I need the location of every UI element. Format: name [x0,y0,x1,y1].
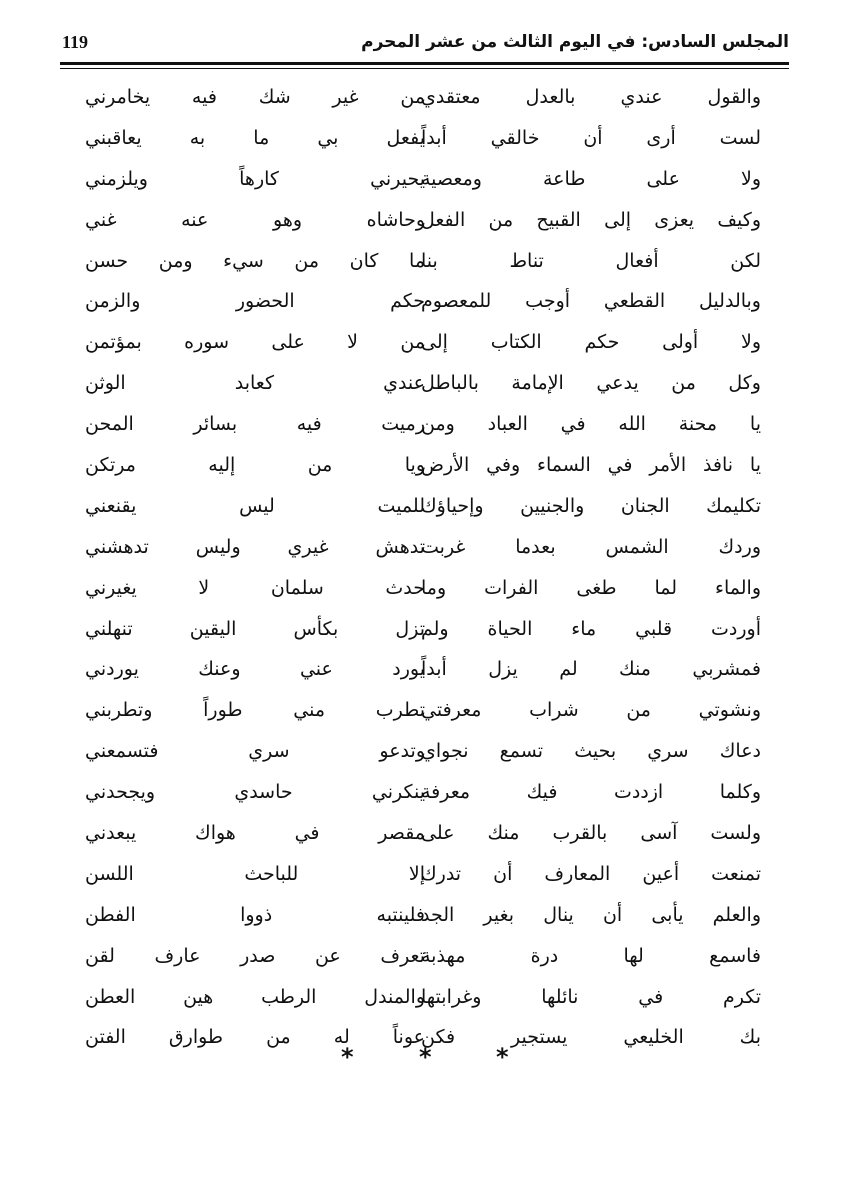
verse-second-hemistich: وحاشاه وهو عنه غني [85,208,425,231]
verse-first-hemistich: وبالدليل القطعي أوجب للمعصوم [421,290,761,313]
verse-first-hemistich: أوردت قلبي ماء الحياة ولم [421,617,761,640]
verse-second-hemistich: ويا من إليه مرتكن [85,454,425,477]
verse-second-hemistich: تدهش غيري وليس تدهشني [85,535,425,558]
verse-first-hemistich: بك الخليعي يستجير فكن [421,1026,761,1049]
poem-left-column [85,77,425,1058]
verse-first-hemistich: دعاك سري بحيث تسمع نجواي [421,740,761,763]
verse-second-hemistich: إلا للباحث اللسن [85,862,425,885]
page-number: 119 [62,32,89,52]
separator-star: * [496,1043,509,1071]
verse-second-hemistich: حكم الحضور والزمن [85,290,425,313]
verse-first-hemistich: فاسمع لها درة مهذبة [421,944,761,967]
verse-first-hemistich: لكن أفعال تناط بنا [421,249,761,272]
verse-first-hemistich: والعلم يأبى أن ينال بغير الجد [421,903,761,926]
verse-second-hemistich: تطرب مني طوراً وتطربني [85,699,425,722]
verse-second-hemistich: عوناً له من طوارق الفتن [85,1026,425,1049]
separator-star: * [341,1043,354,1071]
verse-first-hemistich: وكلما ازددت فيك معرفة [421,781,761,804]
verse-second-hemistich: للميت ليس يقنعني [85,494,425,517]
verse-first-hemistich: لست أرى أن خالقي أبداً [421,126,761,149]
verse-first-hemistich: يا محنة الله في العباد ومن [421,413,761,436]
verse-first-hemistich: تكرم في نائلها وغرابتها [421,985,761,1008]
verse-first-hemistich: تمنعت أعين المعارف أن تدرك [421,862,761,885]
verse-first-hemistich: ولا أولى حكم الكتاب إلى [421,331,761,354]
header-rule-thin [60,68,789,69]
verse-second-hemistich: وتدعو سري فتسمعني [85,740,425,763]
verse-second-hemistich: من غير شك فيه يخامرني [85,86,425,108]
verse-first-hemistich: ولست آسى بالقرب منك على [421,822,761,845]
page-header [60,30,789,60]
verse-second-hemistich: ينكرني حاسدي ويجحدني [85,781,425,804]
verse-first-hemistich: يا نافذ الأمر في السماء وفي الأرض [421,454,761,477]
verse-second-hemistich: مقصر في هواك يبعدني [85,822,425,845]
verse-first-hemistich: فمشربي منك لم يزل أبداً [421,658,761,681]
verse-second-hemistich: يورد عني وعنك يوردني [85,658,425,681]
verse-first-hemistich: والقول عندي بالعدل معتقدي [421,86,761,108]
verse-second-hemistich: يحيرني كارهاً ويلزمني [85,167,425,190]
verse-first-hemistich: وكيف يعزى إلى القبيح من الفعل [421,208,761,231]
verse-first-hemistich: تكليمك الجنان والجنيين وإحياؤك [421,494,761,517]
verse-second-hemistich: رميت فيه بسائر المحن [85,413,425,436]
verse-second-hemistich: تعرف عن صدر عارف لقن [85,944,425,967]
verse-second-hemistich: من لا على سوره بمؤتمن [85,331,425,354]
separator-star: * [419,1043,432,1071]
verse-second-hemistich: عندي كعابد الوثن [85,372,425,395]
verse-second-hemistich: حدث سلمان لا يغيرني [85,576,425,599]
verse-second-hemistich: ما كان من سيء ومن حسن [85,249,425,272]
verse-first-hemistich: وكل من يدعي الإمامة بالباطل [421,372,761,395]
verse-second-hemistich: تزل بكأس اليقين تنهلني [85,617,425,640]
verse-second-hemistich: يفعل بي ما به يعاقبني [85,126,425,149]
verse-first-hemistich: وردك الشمس بعدما غربت [421,535,761,558]
verse-second-hemistich: والمندل الرطب هين العطن [85,985,425,1008]
verse-second-hemistich: فلينتبه ذووا الفطن [85,903,425,926]
poem-right-column [421,77,761,1058]
header-rule-thick [60,62,789,65]
section-separator [0,1042,849,1072]
chapter-title: المجلس السادس: في اليوم الثالث من عشر المحرم [361,32,789,52]
verse-first-hemistich: والماء لما طغى الفرات وما [421,576,761,599]
verse-first-hemistich: ونشوتي من شراب معرفتي [421,699,761,722]
verse-first-hemistich: ولا على طاعة ومعصية [421,167,761,190]
